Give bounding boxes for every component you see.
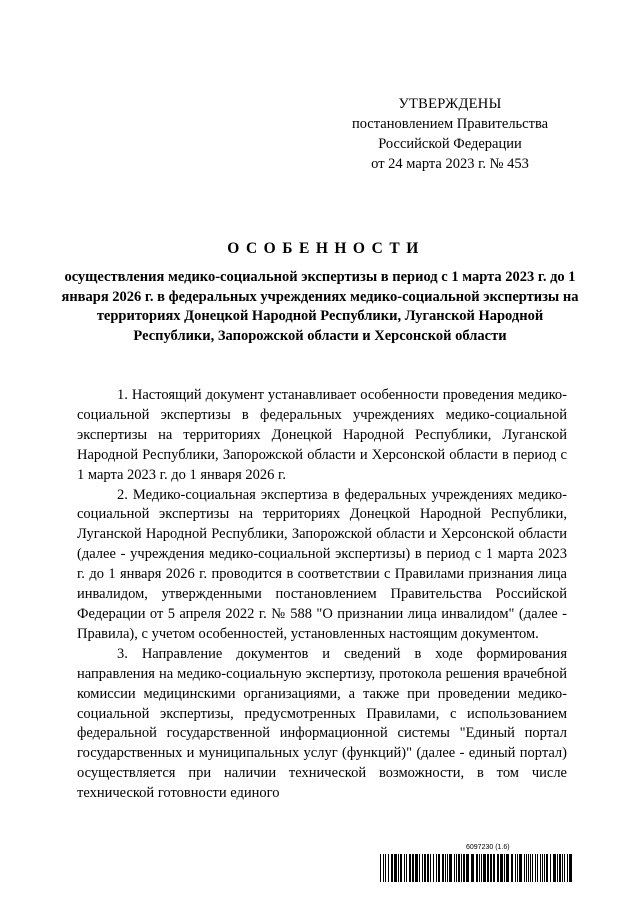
approval-block bbox=[330, 94, 570, 174]
approval-line: от 24 марта 2023 г. № 453 bbox=[371, 156, 529, 172]
barcode-label: 6097230 (1.6) bbox=[466, 844, 510, 851]
paragraph: 1. Настоящий документ устанавливает особенности проведения медико-социальной экспертизы в федеральных учреждениях медико-социальной экспертизы на территориях Донецкой Народной Республики, Луганской Народной Республики, Запорожской области и Херсонской области в период с 1 марта 2023 г. до 1 января 2026 г. bbox=[77, 387, 567, 483]
approval-line: Российской Федерации bbox=[378, 136, 522, 152]
paragraph: 3. Направление документов и сведений в ходе формирования направления на медико-социальную экспертизу, протокола решения врачебной комиссии медицинскими организациями, а также при проведении медико-социальной экспертизы, предусмотренных Правилами, с использованием федеральной государственной информационной системы "Единый портал государственных и муниципальных услуг (функций)" (далее - единый портал) осуществляется при наличии технической возможности, в том числе технической готовности единого bbox=[77, 645, 567, 802]
document-heading: ОСОБЕННОСТИ bbox=[227, 240, 425, 257]
paragraph: 2. Медико-социальная экспертиза в федеральных учреждениях медико-социальной экспертизы на территориях Донецкой Народной Республики, Луганской Народной Республики, Запорожской области и Херсонской области (далее - учреждения медико-социальной экспертизы) в период с 1 марта 2023 г. до 1 января 2026 г. проводится в соответствии с Правилами признания лица инвалидом, утвержденными постановлением Правительства Российской Федерации от 5 апреля 2022 г. № 588 "О признании лица инвалидом" (далее - Правила), с учетом особенностей, установленных настоящим документом. bbox=[77, 486, 567, 642]
barcode-block bbox=[380, 844, 572, 884]
approval-line: постановлением Правительства bbox=[351, 116, 549, 132]
document-subheading: осуществления медико-социальной экспертизы в период с 1 марта 2023 г. до 1 января 2026 г. в федеральных учреждениях медико-социальной экспертизы на территориях Донецкой Народной Республики, Луганской Народной Республики, Запорожской области и Херсонской области bbox=[61, 269, 579, 344]
barcode-image bbox=[380, 854, 572, 882]
approval-title: УТВЕРЖДЕНЫ bbox=[398, 96, 502, 112]
document-body bbox=[77, 386, 567, 804]
